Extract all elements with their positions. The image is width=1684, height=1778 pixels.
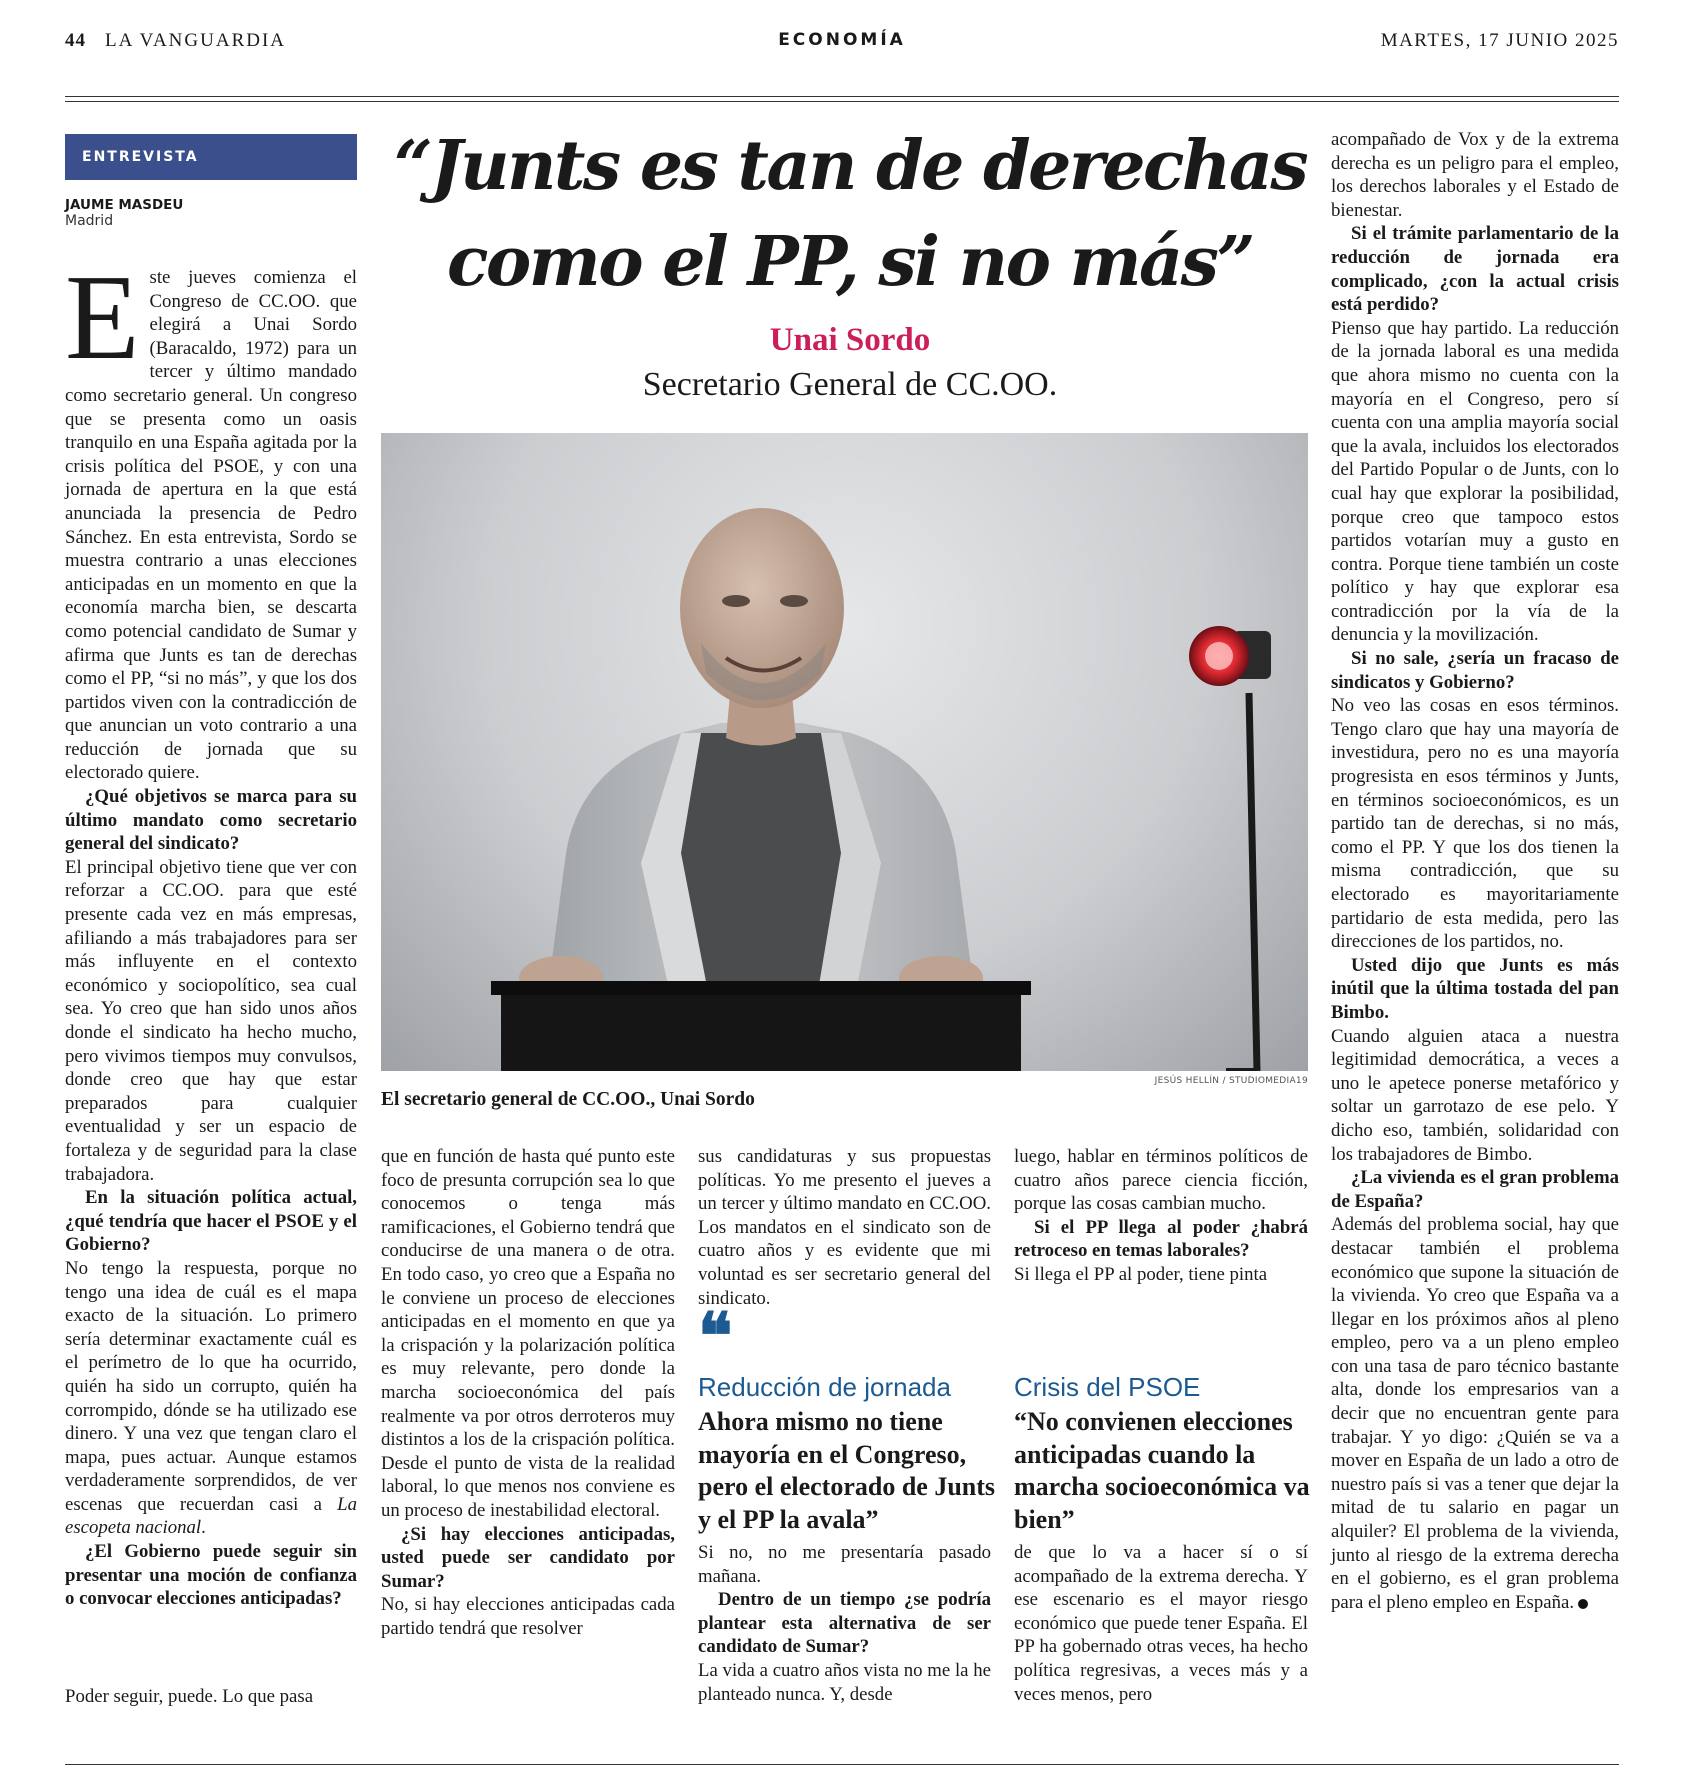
question-3: ¿El Gobierno puede seguir sin presentar una moción de confianza o convocar elecciones anticipadas?	[65, 1541, 357, 1610]
publication-name: LA VANGUARDIA	[105, 30, 287, 51]
quote-icon: ❝	[698, 1299, 733, 1374]
photo-credit: JESÚS HELLÍN / STUDIOMEDIA19	[1154, 1076, 1308, 1086]
question-5: Dentro de un tiempo ¿se podría plantear esta alternativa de ser candidato de Sumar?	[698, 1589, 991, 1658]
interviewee-role: Secretario General de CC.OO.	[642, 366, 1058, 403]
header-rule	[65, 96, 1619, 97]
answer-10	[1331, 1213, 1619, 1614]
pullquote-right-title: Crisis del PSOE	[1014, 1372, 1201, 1402]
question-2: En la situación política actual, ¿qué tendría que hacer el PSOE y el Gobierno?	[65, 1187, 357, 1256]
article-column-2	[381, 1145, 675, 1640]
answer-4-part-2: sus candidaturas y sus propuestas políticas. Yo me presento el jueves a un tercer y último mandato en CC.OO. Los mandatos en el sindicato son de cuatro años y es evidente que mi voluntad es ser secretario general del sindicato.	[698, 1146, 991, 1309]
author-name: JAUME MASDEU	[65, 197, 184, 213]
article-column-4	[1014, 1145, 1308, 1287]
pullquote-right-text: “No convienen elecciones anticipadas cuando la marcha socioeconómica va bien”	[1014, 1407, 1310, 1534]
question-9: Usted dijo que Junts es más inútil que la última tostada del pan Bimbo.	[1331, 954, 1619, 1023]
answer-5-part-1: La vida a cuatro años vista no me la he planteado nunca. Y, desde	[698, 1659, 991, 1705]
answer-6-part-1: Si llega el PP al poder, tiene pinta	[1014, 1263, 1268, 1285]
answer-2-text: No tengo la respuesta, porque no tengo una idea de cuál es el mapa exacto de la situación. Lo primero sería determinar exactamente cuál es el perímetro de lo que ha ocurrido, quién ha sido un corrupto, quién ha corrompido, dónde se ha utilizado ese dinero. Y una vez que tengan claro el mapa, pues actuar. Aunque estamos verdaderamente sorprendidos, de ver escenas que recuerdan casi a	[65, 1257, 357, 1515]
interviewee-name: Unai Sordo	[769, 322, 931, 358]
answer-4-part-3: Si no, no me presentaría pasado mañana.	[698, 1542, 991, 1587]
question-1: ¿Qué objetivos se marca para su último mandato como secretario general del sindicato?	[65, 786, 357, 855]
author-location: Madrid	[65, 213, 114, 229]
end-mark-icon	[1578, 1599, 1588, 1609]
question-7: Si el trámite parlamentario de la reducción de jornada era complicado, ¿con la actual crisis está perdido?	[1331, 223, 1619, 316]
footer-rule	[65, 1764, 1619, 1765]
article-column-1-end	[65, 1685, 357, 1709]
article-column-3b	[698, 1541, 991, 1706]
answer-4-part-1: No, si hay elecciones anticipadas cada partido tendrá que resolver	[381, 1594, 675, 1639]
portrait-illustration	[381, 433, 1308, 1071]
headline-line-1: “Junts es tan de derechas	[393, 126, 1307, 206]
article-column-5	[1331, 128, 1619, 1614]
answer-10-text: Además del problema social, hay que destacar también el problema económico que supone la situación de la vivienda. Yo creo que España va a llegar en los próximos años al pleno empleo, pero va a un pleno empleo con una tasa de paro técnico bastante alta, donde los empresarios van a decir que no encuentran gente para trabajar. Y yo digo: ¿Quién se va a mover en España de un lado a otro de nuestro país si vas a tener que dejar la mitad de tu salario en pagar un alquiler? El problema de la vivienda, junto al riesgo de la extrema derecha en el gobierno, es el gran problema para el pleno empleo en España.	[1331, 1214, 1619, 1613]
article-column-1	[65, 250, 358, 1611]
page-header	[65, 30, 1619, 60]
section-tag: ENTREVISTA	[65, 134, 357, 180]
question-8: Si no sale, ¿sería un fracaso de sindicatos y Gobierno?	[1331, 648, 1619, 693]
question-4: ¿Si hay elecciones anticipadas, usted puede ser candidato por Sumar?	[381, 1523, 675, 1592]
answer-1: El principal objetivo tiene que ver con reforzar a CC.OO. para que esté presente cada vez en más empresas, afiliando a más trabajadores para ser más influyente en el contexto económico y sociopolítico, sea cual sea. Yo creo que han sido unos años donde el sindicato ha hecho mucho, pero vivimos tiempos muy convulsos, donde creo que hay que estar preparados para cualquier eventualidad y ser un espacio de fortaleza y de seguridad para la clase trabajadora.	[65, 856, 357, 1185]
answer-2	[65, 1257, 357, 1540]
photo-caption: El secretario general de CC.OO., Unai Sordo	[381, 1089, 755, 1110]
answer-6-part-3: acompañado de Vox y de la extrema derecha es un peligro para el empleo, los derechos laborales y el Estado de bienestar.	[1331, 129, 1619, 221]
answer-8: No veo las cosas en esos términos. Tengo claro que hay una mayoría de investidura, pero no es una mayoría progresista en esos términos y Junts, en términos socioeconómicos, es un partido tan de derechas, si no más, como el PP. Y que los dos tienen la misma contradicción, que su electorado es mayoritariamente partidario de esta medida, pero las direcciones de los partidos, no.	[1331, 695, 1619, 953]
section-name: ECONOMÍA	[778, 30, 906, 50]
answer-5-part-2: luego, hablar en términos políticos de cuatro años parece ciencia ficción, porque las cosas cambian mucho.	[1014, 1146, 1308, 1215]
film-title: La escopeta nacional	[65, 1493, 358, 1539]
answer-7: Pienso que hay partido. La reducción de la jornada laboral es una medida que ahora mismo no cuenta con la mayoría en el Congreso, pero sí cuenta con una amplia mayoría social que la avala, incluidos los electorados del Partido Popular o de Junts, con lo cual hay que explorar la posibilidad, porque creo que tampoco estos partidos votarían muy a gusto en contra. Porque tiene también un coste político y hay que explorar esa contradicción por la vía de la denuncia y la movilización.	[1331, 317, 1619, 646]
pullquote-left-text: Ahora mismo no tiene mayoría en el Congreso, pero el electorado de Junts y el PP la avala”	[698, 1407, 996, 1534]
answer-6-part-2: de que lo va a hacer sí o sí acompañado de la extrema derecha. Y ese escenario es el mayor riesgo económico que puede tener España. El PP ha gobernado otras veces, ha hecho política regresivas, a veces más y a veces menos, pero	[1014, 1542, 1308, 1705]
pullquote-left-title: Reducción de jornada	[698, 1372, 951, 1402]
interview-photo	[381, 433, 1308, 1071]
article-column-3	[698, 1145, 991, 1310]
headline	[390, 118, 1310, 310]
page-number: 44	[65, 30, 86, 51]
answer-3: que en función de hasta qué punto este foco de presunta corrupción sea lo que conocemos o tenga más ramificaciones, el Gobierno tendrá que conducirse de una manera o de otra. En todo caso, yo creo que a España no le conviene un proceso de elecciones anticipadas en el momento en que ya la crispación y la polarización política es muy relevante, pero donde la marcha socioeconómica del país realmente va por otros derroteros muy distintos a los de la crispación política. Desde el punto de vista de la realidad laboral, lo que menos nos conviene es un proceso de inestabilidad electoral.	[381, 1146, 675, 1521]
answer-2-end: .	[201, 1517, 206, 1539]
answer-9: Cuando alguien ataca a nuestra legitimidad democrática, a veces a uno le apetece ponerse metafórico y soltar un garrotazo de ese pelo. Y dicho eso, también, solidaridad con los trabajadores de Bimbo.	[1331, 1025, 1619, 1165]
article-column-4b	[1014, 1541, 1308, 1706]
issue-date: MARTES, 17 JUNIO 2025	[1380, 30, 1619, 51]
header-rule-2	[65, 101, 1619, 102]
drop-cap: E	[65, 250, 140, 385]
intro-text: ste jueves comienza el Congreso de CC.OO. que elegirá a Unai Sordo (Baracaldo, 1972) para un tercer y último mandado como secretario general. Un congreso que se presenta como un oasis tranquilo en una España agitada por la crisis política del PSOE, y con una jornada de apertura en la que está anunciada la presencia de Pedro Sánchez. En esta entrevista, Sordo se muestra contrario a unas elecciones anticipadas en un momento en que la economía marcha bien, se descarta como potencial candidato de Sumar y afirma que Junts es tan de derechas como el PP, “si no más”, y que los dos partidos viven con la contradicción de que anuncian un voto contrario a una reducción de jornada que su electorado quiere.	[65, 267, 357, 784]
question-10: ¿La vivienda es el gran problema de España?	[1331, 1167, 1619, 1212]
question-6: Si el PP llega al poder ¿habrá retroceso en temas laborales?	[1014, 1216, 1308, 1262]
headline-line-2: como el PP, si no más”	[446, 222, 1254, 302]
answer-3-start: Poder seguir, puede. Lo que pasa	[65, 1686, 314, 1707]
intro-paragraph	[65, 250, 357, 785]
